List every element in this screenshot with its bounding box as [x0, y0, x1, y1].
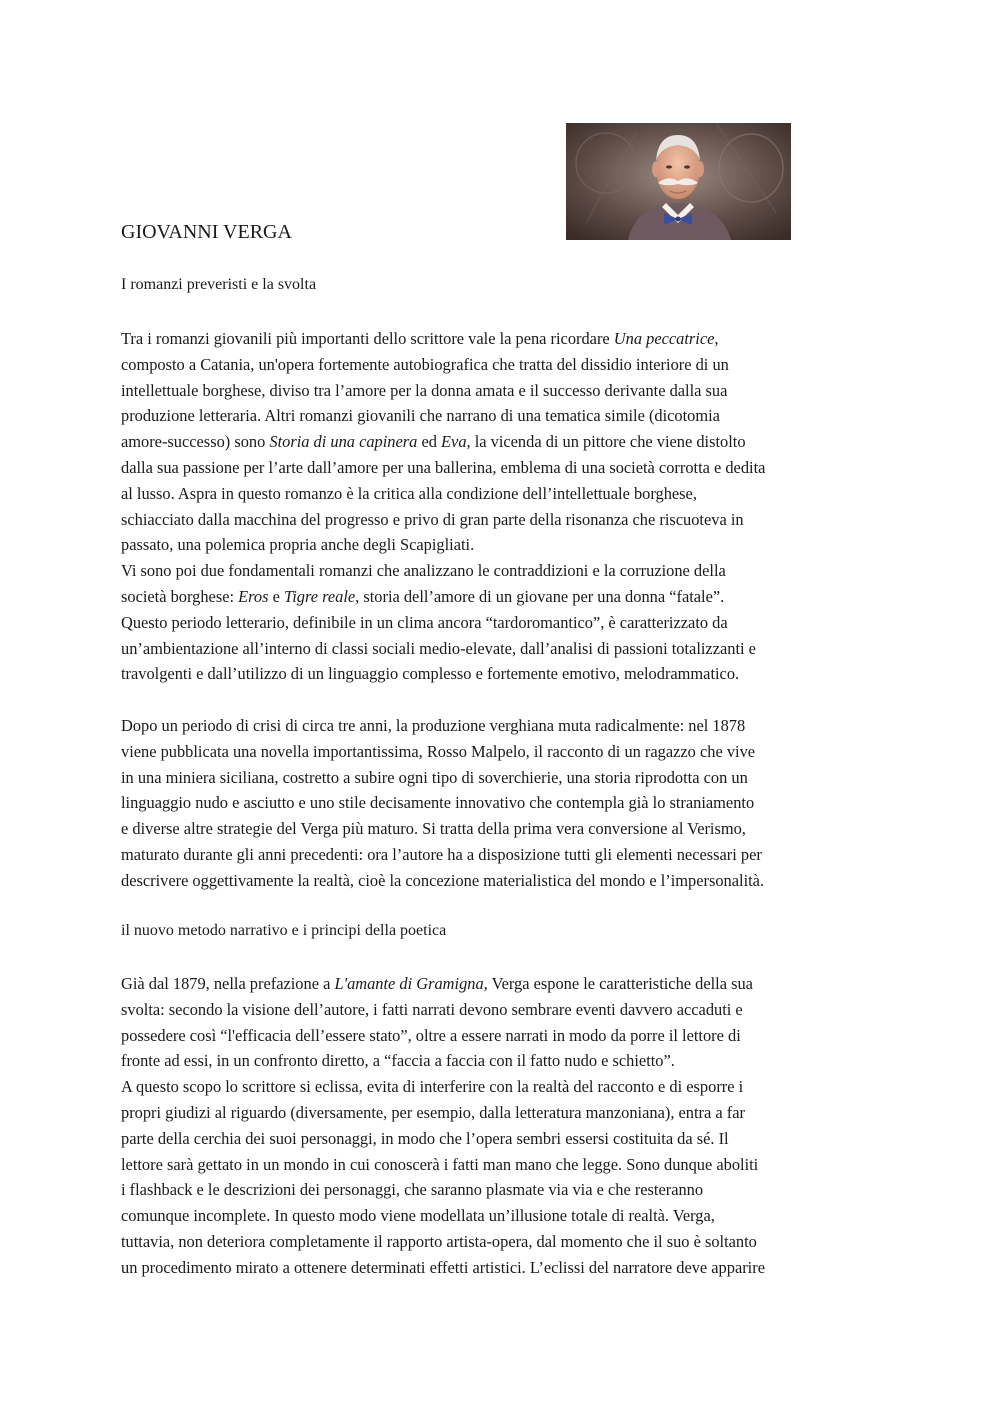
text-line [121, 378, 881, 404]
text-line [121, 1074, 881, 1100]
text-line [121, 558, 881, 584]
text-line [121, 997, 881, 1023]
text-line [121, 1203, 881, 1229]
text-line [121, 326, 881, 352]
text-line [121, 352, 881, 378]
text-run: fronte ad essi, in un confronto diretto, a “faccia a faccia con il fatto nudo e schietto”. [121, 1051, 675, 1071]
text-run: , Verga espone le caratteristiche della sua [483, 974, 753, 993]
text-run: linguaggio nudo e asciutto e uno stile decisamente innovativo che contempla già lo straniamento [121, 793, 755, 813]
text-run: Questo periodo letterario, definibile in un clima ancora “tardoromantico”, è caratterizzato da [121, 612, 728, 632]
text-line [121, 1152, 881, 1178]
text-line [121, 868, 881, 894]
italic-title: L'amante di Gramigna [334, 974, 484, 993]
text-line [121, 1023, 881, 1049]
text-run: possedere così “l'efficacia dell’essere stato”, oltre a essere narrati in modo da porre il lettore di [121, 1025, 741, 1045]
body-paragraph [121, 326, 881, 687]
text-run: e diverse altre strategie del Verga più maturo. Si tratta della prima vera conversione al Verismo, [121, 819, 746, 839]
italic-title: Tigre reale [283, 586, 356, 606]
text-run: comunque incomplete. In questo modo viene modellata un’illusione totale di realtà. Verga, [121, 1206, 715, 1226]
italic-title: Una peccatrice [613, 329, 715, 348]
text-run: maturato durante gli anni precedenti: ora l’autore ha a disposizione tutti gli elementi necessari per [121, 844, 762, 864]
text-line [121, 455, 881, 481]
text-line [121, 403, 881, 429]
text-line [121, 1255, 881, 1281]
text-line [121, 636, 881, 662]
text-line [121, 1126, 881, 1152]
text-run: , la vicenda di un pittore che viene distolto [466, 432, 746, 452]
text-run: intellettuale borghese, diviso tra l’amore per la donna amata e il successo derivante dalla sua [121, 380, 728, 400]
italic-title: Eva [441, 432, 467, 452]
text-run: passato, una polemica propria anche degli Scapigliati. [121, 535, 475, 555]
text-run: A questo scopo lo scrittore si eclissa, evita di interferire con la realtà del racconto e di esporre i [121, 1077, 744, 1097]
document-title: GIOVANNI VERGA [121, 221, 292, 243]
text-line [121, 1100, 881, 1126]
text-line [121, 739, 881, 765]
section-heading: I romanzi preveristi e la svolta [121, 276, 317, 293]
text-run: Dopo un periodo di crisi di circa tre anni, la produzione verghiana muta radicalmente: nel 1878 [121, 716, 746, 735]
text-line [121, 1048, 881, 1074]
text-run: svolta: secondo la visione dell’autore, i fatti narrati devono sembrare eventi davvero accaduti e [121, 999, 743, 1019]
text-run: parte della cerchia dei suoi personaggi, in modo che l’opera sembri essersi costituita da sé. Il [121, 1128, 729, 1148]
text-run: amore-successo) sono [121, 432, 270, 452]
text-run: tuttavia, non deteriora completamente il rapporto artista-opera, dal momento che il suo è soltanto [121, 1231, 757, 1251]
text-line [121, 713, 881, 739]
text-run: composto a Catania, un'opera fortemente autobiografica che tratta del dissidio interiore di un [121, 354, 729, 374]
text-run: descrivere oggettivamente la realtà, cioè la concezione materialistica del mondo e l’impersonalità. [121, 870, 765, 890]
text-line [121, 481, 881, 507]
text-line [121, 816, 881, 842]
text-line [121, 610, 881, 636]
text-line [121, 971, 881, 997]
text-run: viene pubblicata una novella importantissima, Rosso Malpelo, il racconto di un ragazzo che vive [121, 741, 756, 761]
text-run: in una miniera siciliana, costretto a subire ogni tipo di soverchierie, una storia riprodotta con un [121, 767, 748, 787]
italic-title: Eros [238, 586, 269, 606]
text-run: schiacciato dalla macchina del progresso e privo di gran parte della risonanza che riscuoteva in [121, 509, 744, 529]
text-line [121, 1177, 881, 1203]
text-line [121, 584, 881, 610]
text-run: società borghese: [121, 586, 239, 606]
body-paragraph [121, 971, 881, 1281]
text-run: Vi sono poi due fondamentali romanzi che analizzano le contraddizioni e la corruzione della [121, 561, 726, 581]
text-run: un’ambientazione all’interno di classi sociali medio-elevate, dall’analisi di passioni totalizzanti e [121, 638, 756, 658]
text-run: i flashback e le descrizioni dei personaggi, che saranno plasmate via via e che resteranno [121, 1180, 704, 1200]
text-line [121, 507, 881, 533]
text-line [121, 429, 881, 455]
text-run: Tra i romanzi giovanili più importanti dello scrittore vale la pena ricordare [121, 329, 614, 348]
text-run: ed [417, 432, 442, 452]
portrait-illustration [566, 123, 791, 240]
text-run: travolgenti e dall’utilizzo di un linguaggio complesso e fortemente emotivo, melodrammatico. [121, 664, 740, 684]
text-run: , [714, 329, 719, 348]
text-line [121, 661, 881, 687]
text-run: al lusso. Aspra in questo romanzo è la critica alla condizione dell’intellettuale borghese, [121, 483, 697, 503]
text-run: e [268, 586, 284, 606]
section-heading: il nuovo metodo narrativo e i principi della poetica [121, 922, 447, 939]
text-line [121, 532, 881, 558]
author-portrait-image [566, 123, 791, 240]
text-line [121, 765, 881, 791]
text-run: produzione letteraria. Altri romanzi giovanili che narrano di una tematica simile (dicotomia [121, 406, 720, 426]
italic-title: Storia di una capinera [269, 432, 418, 452]
text-line [121, 842, 881, 868]
text-run: propri giudizi al riguardo (diversamente, per esempio, dalla letteratura manzoniana), entra a far [121, 1102, 745, 1122]
text-run: un procedimento mirato a ottenere determinati effetti artistici. L’eclissi del narratore deve apparire [121, 1257, 765, 1277]
body-paragraph [121, 713, 881, 894]
text-run: dalla sua passione per l’arte dall’amore per una ballerina, emblema di una società corrotta e dedita [121, 457, 766, 477]
text-line [121, 790, 881, 816]
text-run: , storia dell’amore di un giovane per una donna “fatale”. [355, 586, 725, 606]
text-run: lettore sarà gettato in un mondo in cui conoscerà i fatti man mano che legge. Sono dunque aboliti [121, 1154, 759, 1174]
text-line [121, 1229, 881, 1255]
text-run: Già dal 1879, nella prefazione a [121, 974, 335, 993]
